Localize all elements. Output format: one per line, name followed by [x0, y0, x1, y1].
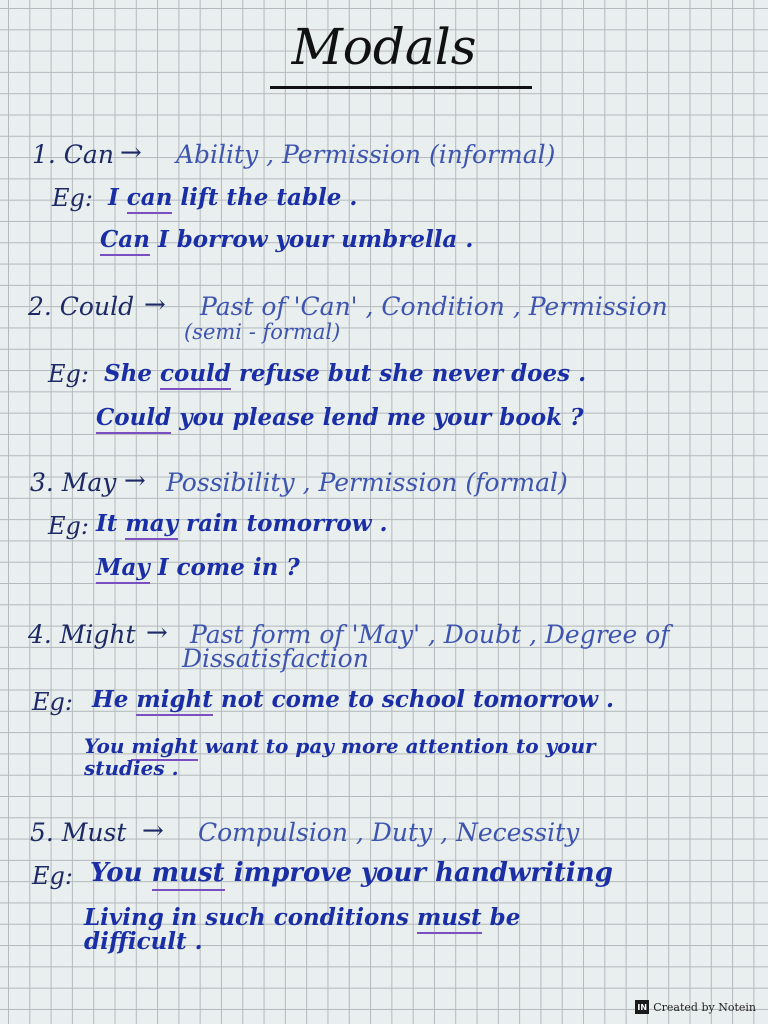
modal-word: might: [131, 734, 198, 761]
eg-label: Eg:: [32, 688, 73, 716]
arrow-icon: →: [144, 290, 166, 320]
section-meaning: Ability , Permission (informal): [176, 140, 556, 169]
eg-label: Eg:: [32, 862, 73, 890]
example-sentence: She could refuse but she never does .: [104, 360, 586, 387]
modal-word: Can: [100, 226, 150, 256]
section-meaning: Compulsion , Duty , Necessity: [198, 818, 580, 847]
example-sentence: Could you please lend me your book ?: [96, 404, 584, 431]
modal-word: could: [160, 360, 231, 390]
watermark: [635, 1000, 756, 1014]
section-heading: 2. Could: [28, 292, 135, 321]
page-title: Modals: [291, 18, 477, 76]
example-continuation: difficult .: [84, 928, 203, 955]
modal-word: may: [125, 510, 178, 540]
eg-label: Eg:: [48, 512, 89, 540]
modal-word: must: [417, 904, 482, 934]
section-meaning-sub: (semi - formal): [184, 320, 341, 344]
title-underline: [270, 86, 532, 89]
watermark-text: Created by Notein: [653, 1000, 756, 1014]
example-sentence: You might want to pay more attention to your: [84, 734, 596, 758]
modal-word: must: [152, 858, 225, 891]
section-meaning: Past of 'Can' , Condition , Permission: [200, 292, 668, 321]
example-sentence: He might not come to school tomorrow .: [92, 686, 614, 713]
eg-label: Eg:: [52, 184, 93, 212]
arrow-icon: →: [124, 466, 146, 496]
example-sentence: May I come in ?: [96, 554, 300, 581]
example-sentence: I can lift the table .: [108, 184, 357, 211]
modal-word: May: [96, 554, 150, 584]
modal-word: can: [127, 184, 173, 214]
example-sentence: Living in such conditions must be: [84, 904, 520, 931]
arrow-icon: →: [142, 816, 164, 846]
section-meaning-sub: Dissatisfaction: [182, 644, 369, 673]
section-heading: 1. Can: [32, 140, 114, 169]
section-meaning: Past form of 'May' , Doubt , Degree of: [190, 620, 670, 649]
arrow-icon: →: [146, 618, 168, 648]
notein-logo-icon: IN: [635, 1000, 649, 1014]
modal-word: Could: [96, 404, 171, 434]
modal-word: might: [136, 686, 213, 716]
section-heading: 3. May: [30, 468, 117, 497]
example-sentence: It may rain tomorrow .: [96, 510, 388, 537]
section-meaning: Possibility , Permission (formal): [166, 468, 568, 497]
example-sentence: Can I borrow your umbrella .: [100, 226, 473, 253]
example-sentence: You must improve your handwriting: [90, 858, 613, 888]
section-heading: 4. Might: [28, 620, 136, 649]
eg-label: Eg:: [48, 360, 89, 388]
arrow-icon: →: [120, 138, 142, 168]
example-continuation: studies .: [84, 756, 179, 780]
section-heading: 5. Must: [30, 818, 127, 847]
